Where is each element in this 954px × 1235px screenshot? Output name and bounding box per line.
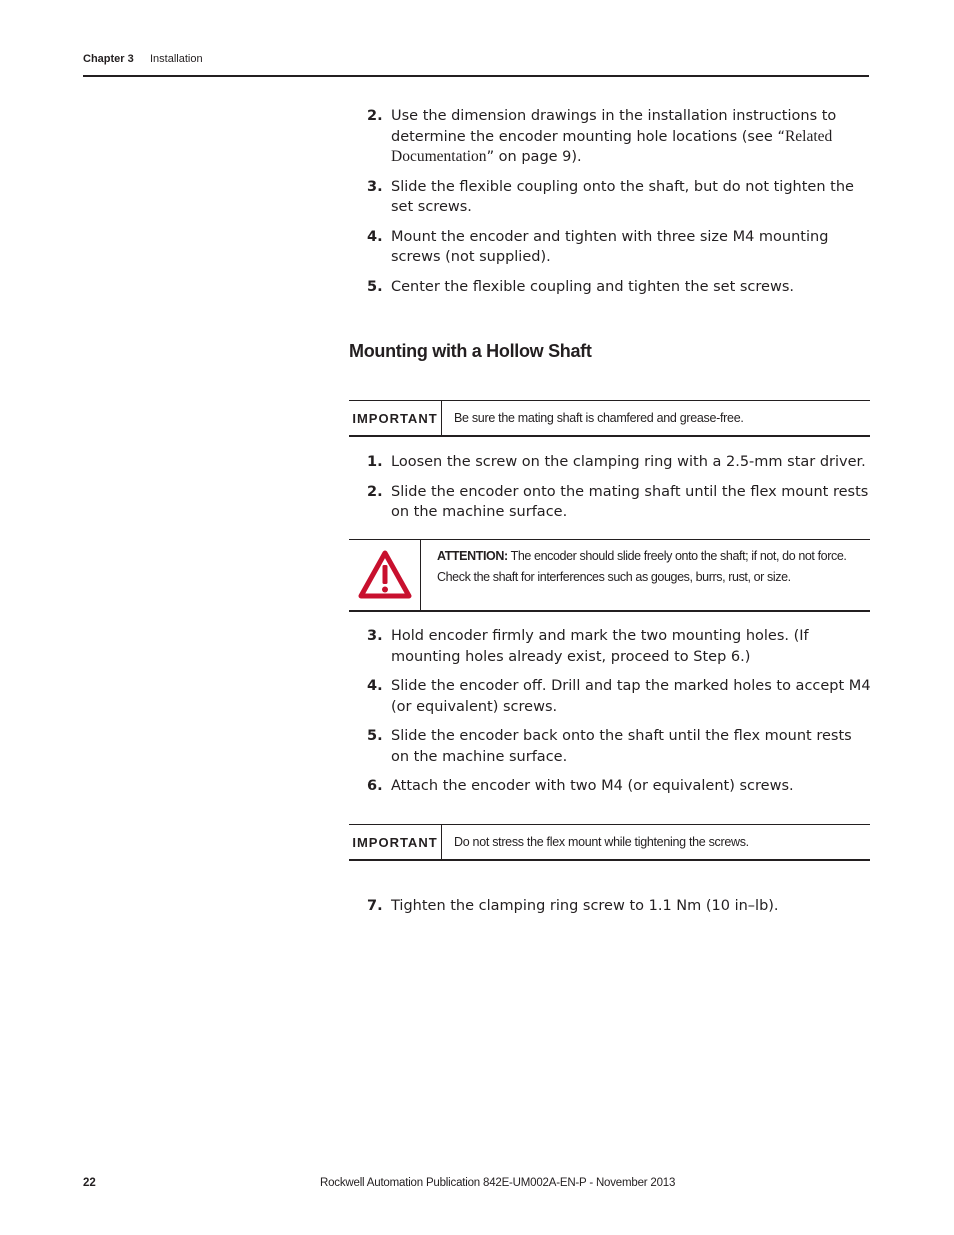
publication-info: Rockwell Automation Publication 842E-UM002A-EN-P - November 2013 — [320, 1177, 676, 1189]
step-text: Tighten the clamping ring screw to 1.1 Nm (10 in–lb). — [391, 898, 779, 914]
step-number: 5. — [367, 278, 383, 295]
step-text-end: ” on page 9). — [486, 149, 582, 165]
attention-icon-cell — [349, 540, 421, 610]
step-number: 3. — [367, 628, 383, 644]
important-text: Do not stress the flex mount while tightening the screws. — [454, 835, 749, 849]
header-text — [83, 53, 203, 65]
step-item — [349, 896, 871, 917]
header-rule — [83, 75, 869, 77]
step-item — [349, 106, 871, 168]
step-item — [349, 726, 871, 767]
step-item — [349, 277, 871, 298]
step-item — [349, 626, 871, 667]
step-text: Slide the encoder off. Drill and tap the marked holes to accept M4 (or equivalent) screws. — [391, 678, 871, 715]
important-text: Be sure the mating shaft is chamfered and grease-free. — [454, 411, 744, 425]
step-list-c — [349, 626, 871, 806]
step-number: 5. — [367, 728, 383, 744]
step-text: Center the flexible coupling and tighten the set screws. — [391, 278, 794, 295]
step-number: 4. — [367, 678, 383, 694]
step-number: 2. — [367, 108, 383, 124]
important-box-2 — [349, 824, 870, 861]
step-number: 7. — [367, 898, 383, 914]
attention-box — [349, 539, 870, 612]
section-heading: Mounting with a Hollow Shaft — [349, 341, 592, 361]
step-number: 1. — [367, 454, 383, 470]
important-box-1 — [349, 400, 870, 437]
step-item — [349, 177, 871, 218]
step-text: Loosen the screw on the clamping ring with a 2.5-mm star driver. — [391, 454, 866, 470]
attention-body: The encoder should slide freely onto the shaft; if not, do not force. Check the shaft for interferences such as gouges, burrs, rust, or size. — [437, 549, 847, 584]
page-number: 22 — [83, 1177, 96, 1189]
step-item — [349, 227, 871, 268]
related-documentation-link[interactable]: Related Documentation — [391, 127, 833, 165]
important-label: IMPORTANT — [349, 825, 442, 859]
attention-label: ATTENTION: — [437, 549, 508, 563]
step-item — [349, 676, 871, 717]
step-number: 6. — [367, 778, 383, 794]
step-text: Slide the encoder back onto the shaft until the flex mount rests on the machine surface. — [391, 728, 852, 765]
warning-triangle-icon — [358, 550, 412, 600]
step-item — [349, 452, 871, 473]
section-label: Installation — [150, 53, 203, 65]
step-text: Slide the flexible coupling onto the shaft, but do not tighten the set screws. — [391, 178, 854, 215]
step-text: Attach the encoder with two M4 (or equivalent) screws. — [391, 778, 794, 794]
step-number: 4. — [367, 228, 383, 245]
step-text: Mount the encoder and tighten with three size M4 mounting screws (not supplied). — [391, 228, 829, 265]
step-item — [349, 482, 871, 523]
step-list-a — [349, 106, 871, 306]
step-text: Slide the encoder onto the mating shaft until the flex mount rests on the machine surface. — [391, 483, 869, 520]
chapter-label: Chapter 3 — [83, 53, 134, 65]
step-text: Use the dimension drawings in the installation instructions to determine the encoder mounting hole locations (see “ — [391, 108, 837, 145]
step-number: 2. — [367, 483, 383, 500]
step-text: Hold encoder firmly and mark the two mounting holes. (If mounting holes already exist, proceed to Step 6.) — [391, 628, 809, 665]
step-item — [349, 776, 871, 797]
step-list-d — [349, 896, 871, 926]
attention-text — [421, 540, 870, 610]
step-list-b — [349, 452, 871, 532]
step-number: 3. — [367, 178, 383, 195]
important-label: IMPORTANT — [349, 401, 442, 435]
